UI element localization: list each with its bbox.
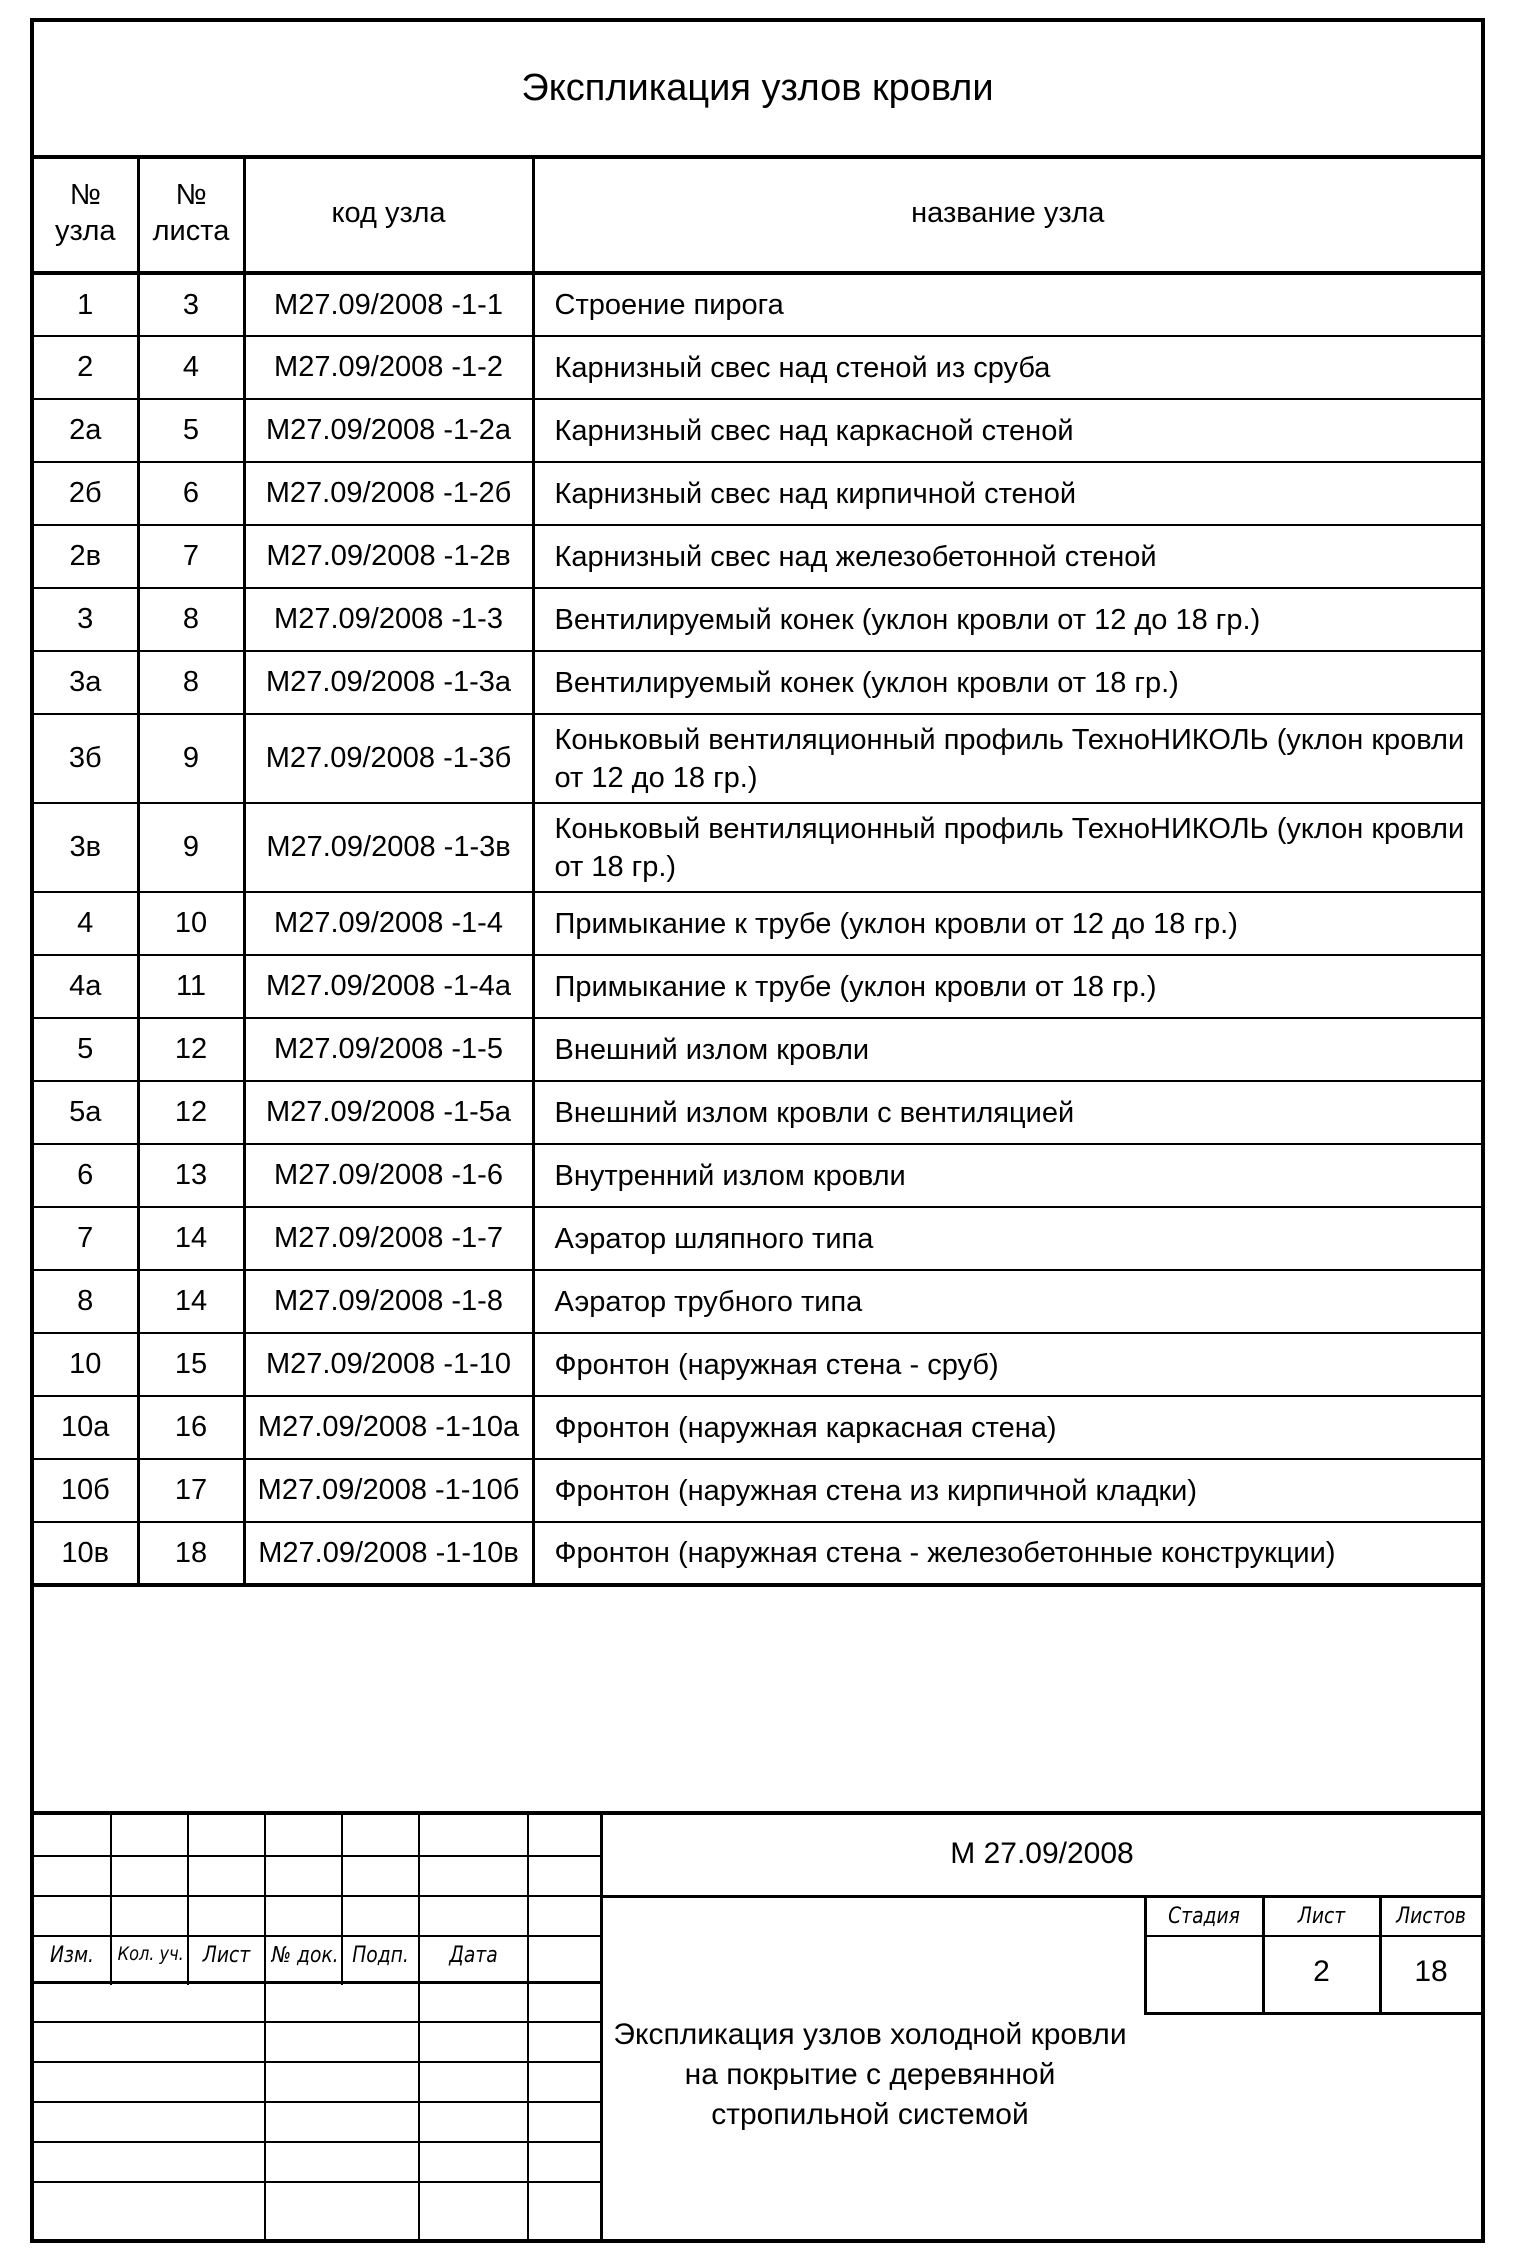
cell-code: М27.09/2008 -1-4а (244, 955, 533, 1018)
cell-code: М27.09/2008 -1-3а (244, 651, 533, 714)
title-block (34, 1811, 1481, 2239)
stamp-col-izm: Изм. (50, 1943, 94, 1968)
cell-name: Примыкание к трубе (уклон кровли от 18 гр.) (533, 955, 1481, 1018)
table-row (34, 1396, 1481, 1459)
cell-sheet-no: 13 (138, 1144, 244, 1207)
cell-code: М27.09/2008 -1-10 (244, 1333, 533, 1396)
cell-sheet-no: 15 (138, 1333, 244, 1396)
cell-sheet-no: 17 (138, 1459, 244, 1522)
cell-sheet-no: 6 (138, 462, 244, 525)
cell-sheet-no: 5 (138, 399, 244, 462)
drawing-sheet (30, 18, 1485, 2243)
header-node-no: № узла (34, 155, 138, 273)
cell-code: М27.09/2008 -1-7 (244, 1207, 533, 1270)
cell-node-no: 3а (34, 651, 138, 714)
table-row (34, 1270, 1481, 1333)
cell-sheet-no: 9 (138, 803, 244, 892)
cell-sheet-no: 12 (138, 1018, 244, 1081)
cell-code: М27.09/2008 -1-2 (244, 336, 533, 399)
cell-code: М27.09/2008 -1-2б (244, 462, 533, 525)
cell-code: М27.09/2008 -1-3в (244, 803, 533, 892)
stamp-designation: М 27.09/2008 (950, 1837, 1134, 1870)
cell-name: Внешний излом кровли с вентиляцией (533, 1081, 1481, 1144)
stamp-sheet-label: Лист (1297, 1904, 1346, 1929)
cell-code: М27.09/2008 -1-2а (244, 399, 533, 462)
cell-code: М27.09/2008 -1-10а (244, 1396, 533, 1459)
cell-code: М27.09/2008 -1-3б (244, 714, 533, 803)
cell-code: М27.09/2008 -1-10б (244, 1459, 533, 1522)
cell-sheet-no: 9 (138, 714, 244, 803)
table-row (34, 1459, 1481, 1522)
document-title-text: Экспликация узлов кровли (521, 67, 994, 109)
cell-node-no: 2 (34, 336, 138, 399)
stamp-col-podp: Подп. (352, 1943, 409, 1968)
cell-node-no: 10в (34, 1522, 138, 1585)
cell-node-no: 4а (34, 955, 138, 1018)
cell-node-no: 2б (34, 462, 138, 525)
stamp-col-list: Лист (202, 1943, 251, 1968)
cell-node-no: 2в (34, 525, 138, 588)
cell-sheet-no: 4 (138, 336, 244, 399)
stamp-col-kol-uch: Кол. уч. (117, 1943, 184, 1965)
stamp-col-data: Дата (449, 1943, 498, 1968)
cell-name: Аэратор трубного типа (533, 1270, 1481, 1333)
document-title (34, 22, 1481, 159)
cell-node-no: 5а (34, 1081, 138, 1144)
table-row (34, 651, 1481, 714)
stamp-doc-title: Экспликация узлов холодной кровли на покрытие с деревянной стропильной системой (613, 2018, 1127, 2131)
cell-sheet-no: 11 (138, 955, 244, 1018)
cell-node-no: 8 (34, 1270, 138, 1333)
cell-name: Карнизный свес над каркасной стеной (533, 399, 1481, 462)
cell-node-no: 10б (34, 1459, 138, 1522)
cell-name: Внутренний излом кровли (533, 1144, 1481, 1207)
cell-sheet-no: 18 (138, 1522, 244, 1585)
table-row (34, 336, 1481, 399)
cell-name: Фронтон (наружная каркасная стена) (533, 1396, 1481, 1459)
cell-sheet-no: 3 (138, 273, 244, 336)
cell-node-no: 3 (34, 588, 138, 651)
cell-code: М27.09/2008 -1-3 (244, 588, 533, 651)
cell-node-no: 10 (34, 1333, 138, 1396)
table-row (34, 892, 1481, 955)
stamp-stage-label: Стадия (1168, 1904, 1240, 1929)
table-row (34, 588, 1481, 651)
cell-node-no: 10а (34, 1396, 138, 1459)
table-row (34, 714, 1481, 803)
cell-node-no: 3в (34, 803, 138, 892)
cell-sheet-no: 12 (138, 1081, 244, 1144)
cell-code: М27.09/2008 -1-8 (244, 1270, 533, 1333)
cell-node-no: 7 (34, 1207, 138, 1270)
cell-name: Аэратор шляпного типа (533, 1207, 1481, 1270)
cell-code: М27.09/2008 -1-1 (244, 273, 533, 336)
header-code: код узла (244, 155, 533, 273)
cell-name: Внешний излом кровли (533, 1018, 1481, 1081)
cell-name: Фронтон (наружная стена - сруб) (533, 1333, 1481, 1396)
table-row (34, 1333, 1481, 1396)
cell-name: Фронтон (наружная стена из кирпичной кладки) (533, 1459, 1481, 1522)
cell-name: Вентилируемый конек (уклон кровли от 12 до 18 гр.) (533, 588, 1481, 651)
table-header-row (34, 155, 1481, 273)
table-row (34, 1081, 1481, 1144)
cell-node-no: 2а (34, 399, 138, 462)
cell-node-no: 5 (34, 1018, 138, 1081)
cell-node-no: 1 (34, 273, 138, 336)
cell-sheet-no: 14 (138, 1270, 244, 1333)
cell-name: Карнизный свес над кирпичной стеной (533, 462, 1481, 525)
nodes-table (34, 155, 1481, 1587)
cell-code: М27.09/2008 -1-2в (244, 525, 533, 588)
cell-sheet-no: 8 (138, 651, 244, 714)
table-row (34, 399, 1481, 462)
cell-sheet-no: 10 (138, 892, 244, 955)
stamp-sheets-value: 18 (1414, 1955, 1448, 1988)
cell-node-no: 3б (34, 714, 138, 803)
cell-code: М27.09/2008 -1-4 (244, 892, 533, 955)
cell-name: Карнизный свес над железобетонной стеной (533, 525, 1481, 588)
cell-code: М27.09/2008 -1-5а (244, 1081, 533, 1144)
table-row (34, 1522, 1481, 1585)
cell-node-no: 4 (34, 892, 138, 955)
header-name: название узла (533, 155, 1481, 273)
cell-name: Карнизный свес над стеной из сруба (533, 336, 1481, 399)
table-row (34, 462, 1481, 525)
cell-sheet-no: 8 (138, 588, 244, 651)
cell-name: Вентилируемый конек (уклон кровли от 18 гр.) (533, 651, 1481, 714)
stamp-col-doc-no: № док. (271, 1943, 339, 1968)
cell-name: Примыкание к трубе (уклон кровли от 12 до 18 гр.) (533, 892, 1481, 955)
cell-name: Строение пирога (533, 273, 1481, 336)
cell-sheet-no: 16 (138, 1396, 244, 1459)
table-row (34, 273, 1481, 336)
cell-code: М27.09/2008 -1-10в (244, 1522, 533, 1585)
table-row (34, 955, 1481, 1018)
cell-sheet-no: 14 (138, 1207, 244, 1270)
stamp-sheet-value: 2 (1313, 1955, 1330, 1988)
table-row (34, 1144, 1481, 1207)
table-row (34, 1207, 1481, 1270)
cell-name: Фронтон (наружная стена - железобетонные конструкции) (533, 1522, 1481, 1585)
table-row (34, 525, 1481, 588)
cell-name: Коньковый вентиляционный профиль ТехноНИКОЛЬ (уклон кровли от 18 гр.) (533, 803, 1481, 892)
table-row (34, 1018, 1481, 1081)
stamp-sheets-label: Листов (1396, 1904, 1466, 1929)
table-row (34, 803, 1481, 892)
cell-name: Коньковый вентиляционный профиль ТехноНИКОЛЬ (уклон кровли от 12 до 18 гр.) (533, 714, 1481, 803)
header-sheet-no: № листа (138, 155, 244, 273)
cell-sheet-no: 7 (138, 525, 244, 588)
cell-code: М27.09/2008 -1-6 (244, 1144, 533, 1207)
cell-code: М27.09/2008 -1-5 (244, 1018, 533, 1081)
cell-node-no: 6 (34, 1144, 138, 1207)
